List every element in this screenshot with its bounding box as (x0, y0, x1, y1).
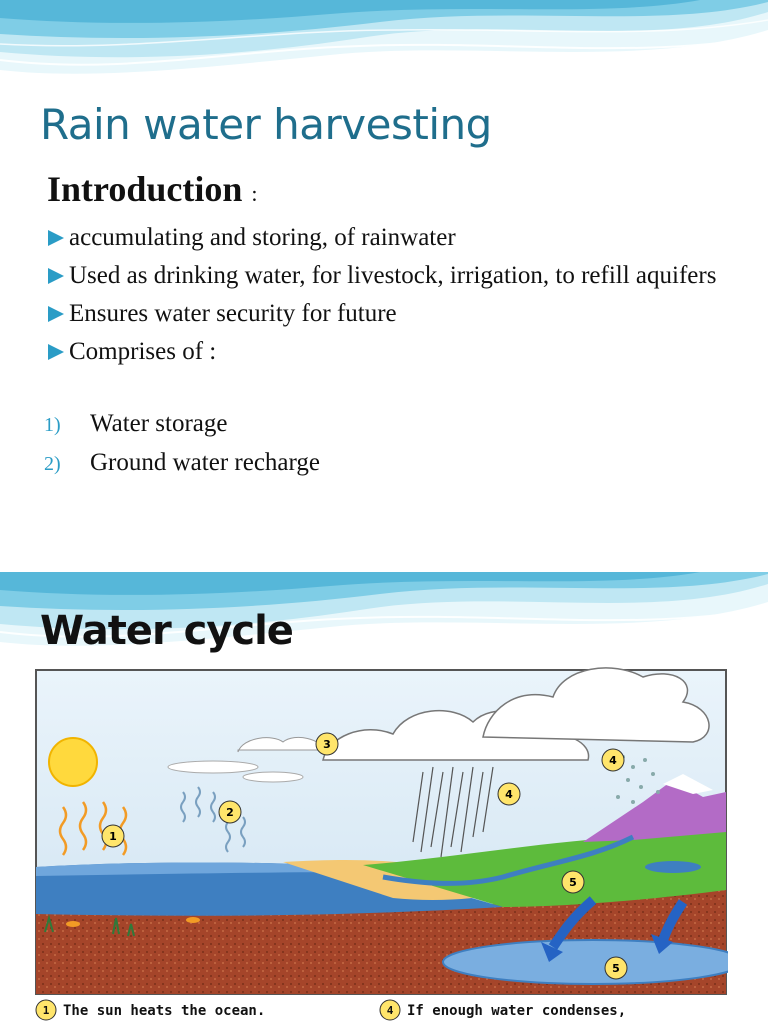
legend-text: If enough water condenses, (407, 1003, 627, 1019)
numbered-item (44, 408, 320, 441)
arrow-bullet-icon (48, 306, 64, 322)
step-marker: 1 (109, 830, 117, 843)
legend-marker: 4 (386, 1004, 394, 1017)
arrow-bullet-icon (48, 268, 64, 284)
step-marker: 4 (505, 788, 513, 801)
bullet-text: accumulating and storing, of rainwater (69, 224, 456, 251)
bullet-text: Comprises of : (69, 338, 217, 365)
bullet-text: Used as drinking water, for livestock, irrigation, to refill aquifers (69, 262, 717, 289)
list-number: 1) (44, 414, 61, 436)
section-heading (47, 168, 258, 210)
step-marker: 5 (569, 876, 577, 889)
slide-water-cycle (0, 512, 768, 1024)
bullet-text: Ensures water security for future (69, 300, 397, 327)
numbered-text: Water storage (90, 410, 228, 437)
step-marker: 5 (612, 962, 620, 975)
bullet-item (48, 336, 738, 368)
bullet-item (48, 260, 738, 292)
legend-marker: 1 (42, 1004, 50, 1017)
numbered-item (44, 447, 320, 480)
slide-title: Rain water harvesting (40, 100, 492, 149)
bullet-list (48, 222, 738, 374)
step-marker: 3 (323, 738, 331, 751)
step-marker: 2 (226, 806, 234, 819)
list-number: 2) (44, 453, 61, 475)
bullet-item (48, 222, 738, 254)
arrow-bullet-icon (48, 230, 64, 246)
numbered-list (44, 408, 320, 486)
step-marker: 4 (609, 754, 617, 767)
numbered-text: Ground water recharge (90, 449, 320, 476)
section-heading-colon: : (251, 181, 258, 206)
bullet-item (48, 298, 738, 330)
legend-text: The sun heats the ocean. (63, 1003, 266, 1019)
section-heading-text: Introduction (47, 169, 243, 209)
header-wave-decoration (0, 0, 768, 95)
water-cycle-diagram (33, 662, 728, 1024)
arrow-bullet-icon (48, 344, 64, 360)
water-cycle-illustration (33, 662, 728, 1024)
slide-title: Water cycle (40, 608, 293, 654)
